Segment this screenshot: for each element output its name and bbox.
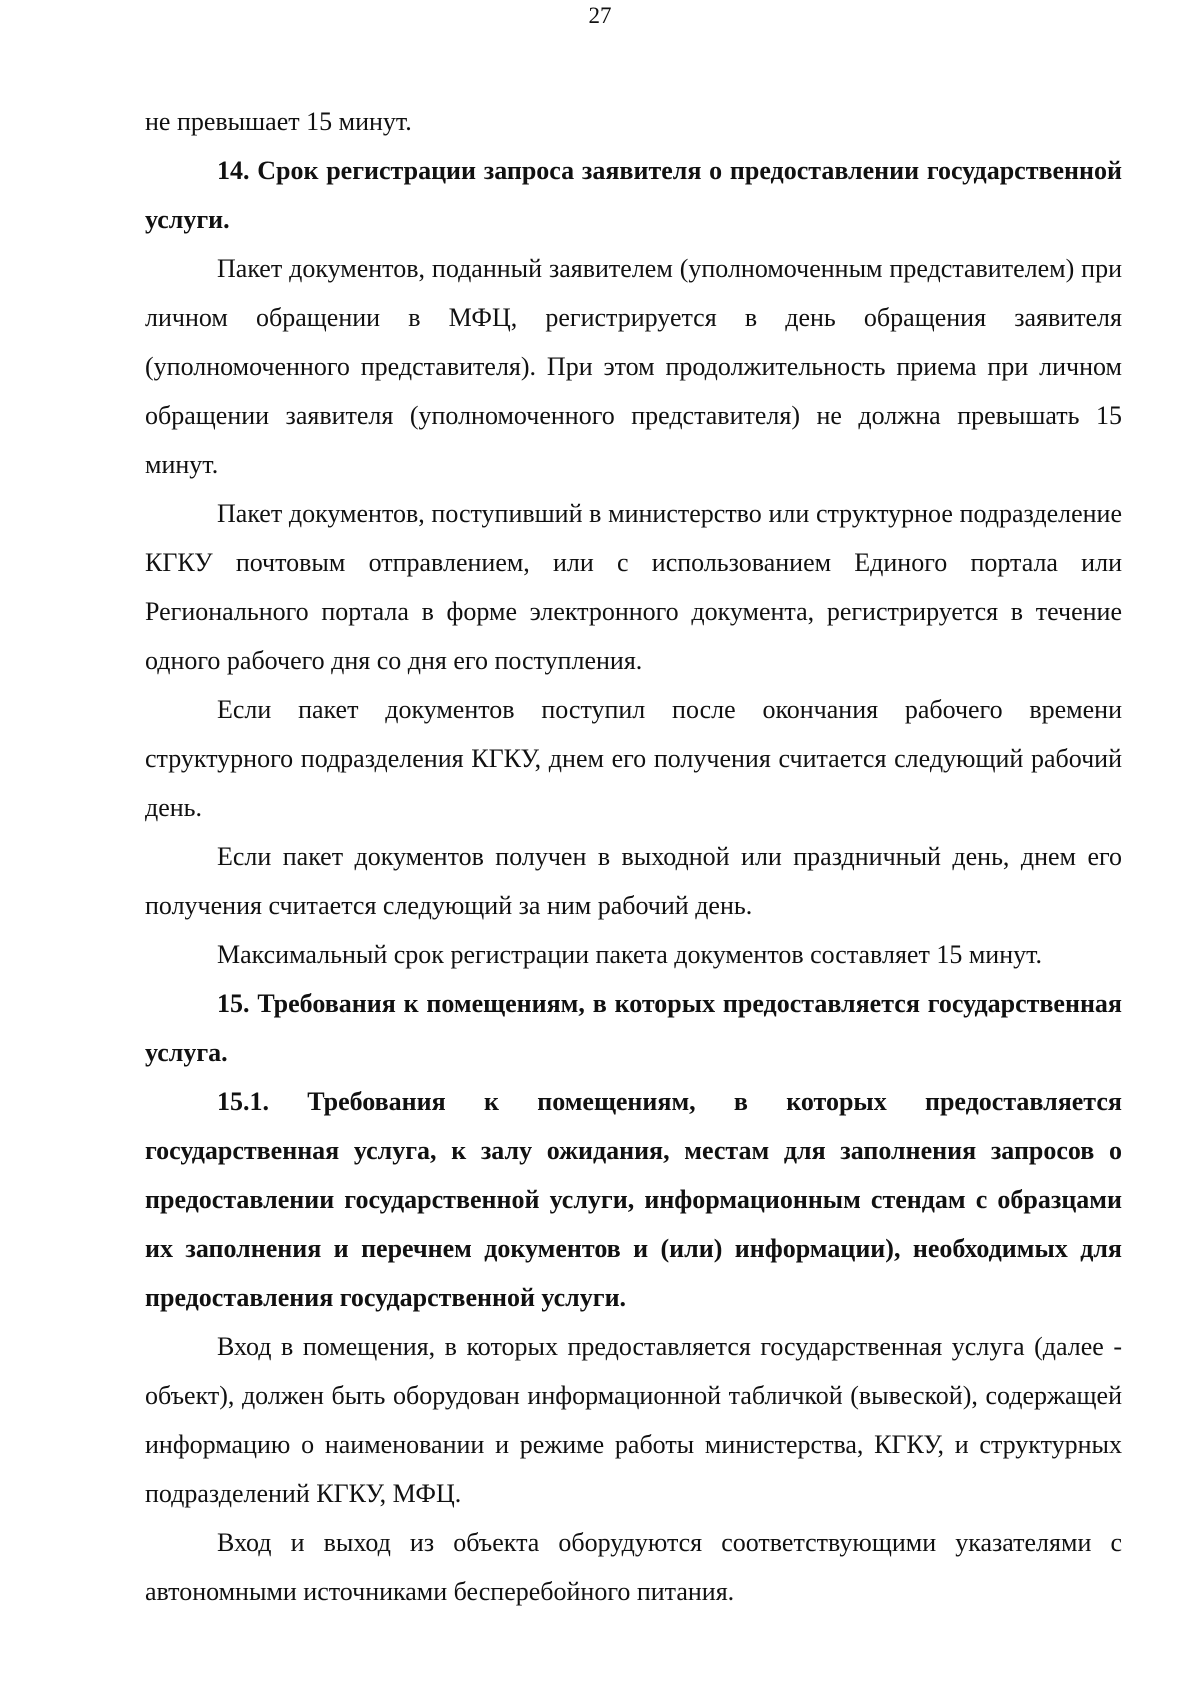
- paragraph-entrance-sign: Вход в помещения, в которых предоставляется государственная услуга (далее - объект), должен быть оборудован информационной табличкой (вывеской), содержащей информацию о наименовании и режиме работы министерства, КГКУ, и структурных подразделений КГКУ, МФЦ.: [145, 1332, 1122, 1508]
- heading-section-14: 14. Срок регистрации запроса заявителя о предоставлении государственной услуги.: [145, 156, 1122, 234]
- paragraph-after-hours: Если пакет документов поступил после окончания рабочего времени структурного подразделения КГКУ, днем его получения считается следующий рабочий день.: [145, 695, 1122, 822]
- heading-section-15-1: 15.1. Требования к помещениям, в которых предоставляется государственная услуга, к залу ожидания, местам для заполнения запросов о предоставлении государственной услуги, информационным стендам с образцами их заполнения и перечнем документов и (или) информации), необходимых для предоставления государственной услуги.: [145, 1087, 1122, 1312]
- paragraph-continuation: не превышает 15 минут.: [145, 107, 412, 136]
- paragraph-mfc-registration: Пакет документов, поданный заявителем (уполномоченным представителем) при личном обращении в МФЦ, регистрируется в день обращения заявителя (уполномоченного представителя). При этом продолжительность приема при личном обращении заявителя (уполномоченного представителя) не должна превышать 15 минут.: [145, 254, 1122, 479]
- document-body: [145, 97, 1122, 1616]
- page-number: 27: [588, 3, 612, 28]
- paragraph-postal-registration: Пакет документов, поступивший в министерство или структурное подразделение КГКУ почтовым отправлением, или с использованием Единого портала или Регионального портала в форме электронного документа, регистрируется в течение одного рабочего дня со дня его поступления.: [145, 499, 1122, 675]
- paragraph-max-registration-time: Максимальный срок регистрации пакета документов составляет 15 минут.: [217, 940, 1043, 969]
- heading-section-15: 15. Требования к помещениям, в которых предоставляется государственная услуга.: [145, 989, 1122, 1067]
- paragraph-holiday: Если пакет документов получен в выходной или праздничный день, днем его получения считается следующий за ним рабочий день.: [145, 842, 1122, 920]
- paragraph-entrance-exit-signs: Вход и выход из объекта оборудуются соответствующими указателями с автономными источниками бесперебойного питания.: [145, 1528, 1122, 1606]
